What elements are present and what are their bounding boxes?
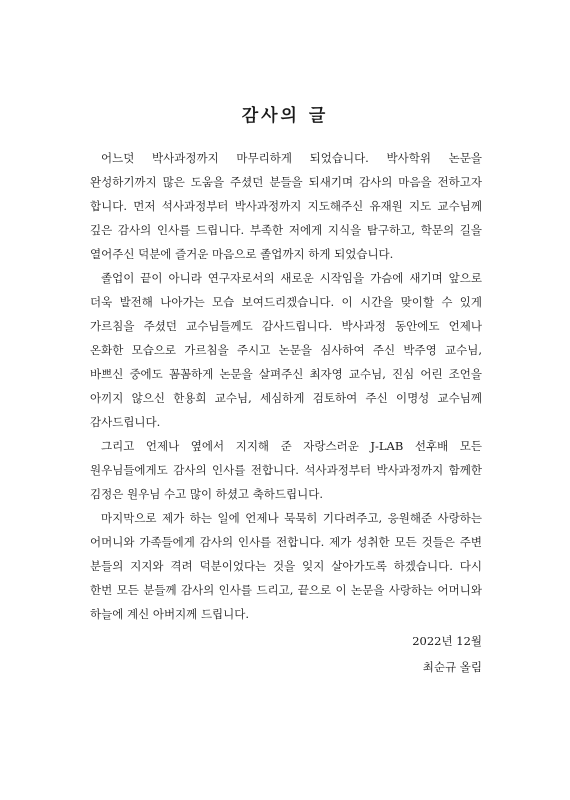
paragraph-1: 어느덧 박사과정까지 마무리하게 되었습니다. 박사학위 논문을 완성하기까지 많은 도움을 주셨던 분들을 되새기며 감사의 마음을 전하고자 합니다. 먼저 석사과정부터 박사과정까지 지도해주신 유재원 지도 교수님께 깊은 감사의 인사를 드립니다. 부족한 저에게 지식을 탐구하고, 학문의 길을 열어주신 덕분에 즐거운 마음으로 졸업까지 하게 되었습니다. xyxy=(90,151,482,261)
closing-signature: 최순규 올림 xyxy=(422,660,482,674)
closing-date: 2022년 12월 xyxy=(412,634,482,648)
document-body xyxy=(90,146,482,680)
paragraph-4: 마지막으로 제가 하는 일에 언제나 묵묵히 기다려주고, 응원해준 사랑하는 어머니와 가족들에게 감사의 인사를 전합니다. 제가 성취한 모든 것들은 주변 분들의 지지와 격려 덕분이었다는 것을 잊지 살아가도록 하겠습니다. 다시 한번 모든 분들께 감사의 인사를 드리고, 끝으로 이 논문을 사랑하는 어머니와 하늘에 계신 아버지께 드립니다. xyxy=(90,511,482,621)
page-title: 감사의 글 xyxy=(241,106,329,126)
paragraph-2: 졸업이 끝이 아니라 연구자로서의 새로운 시작임을 가슴에 새기며 앞으로 더욱 발전해 나아가는 모습 보여드리겠습니다. 이 시간을 맞이할 수 있게 가르침을 주셨던 교수님들께도 감사드립니다. 박사과정 동안에도 언제나 온화한 모습으로 가르침을 주시고 논문을 심사하여 주신 박주영 교수님, 바쁘신 중에도 꼼꼼하게 논문을 살펴주신 최자영 교수님, 진심 어린 조언을 아끼지 않으신 한용희 교수님, 세심하게 검토하여 주신 이명성 교수님께 감사드립니다. xyxy=(90,271,482,429)
paragraph-3: 그리고 언제나 옆에서 지지해 준 자랑스러운 J-LAB 선후배 모든 원우님들에게도 감사의 인사를 전합니다. 석사과정부터 박사과정까지 함께한 김정은 원우님 수고 많이 하셨고 축하드립니다. xyxy=(90,439,482,501)
